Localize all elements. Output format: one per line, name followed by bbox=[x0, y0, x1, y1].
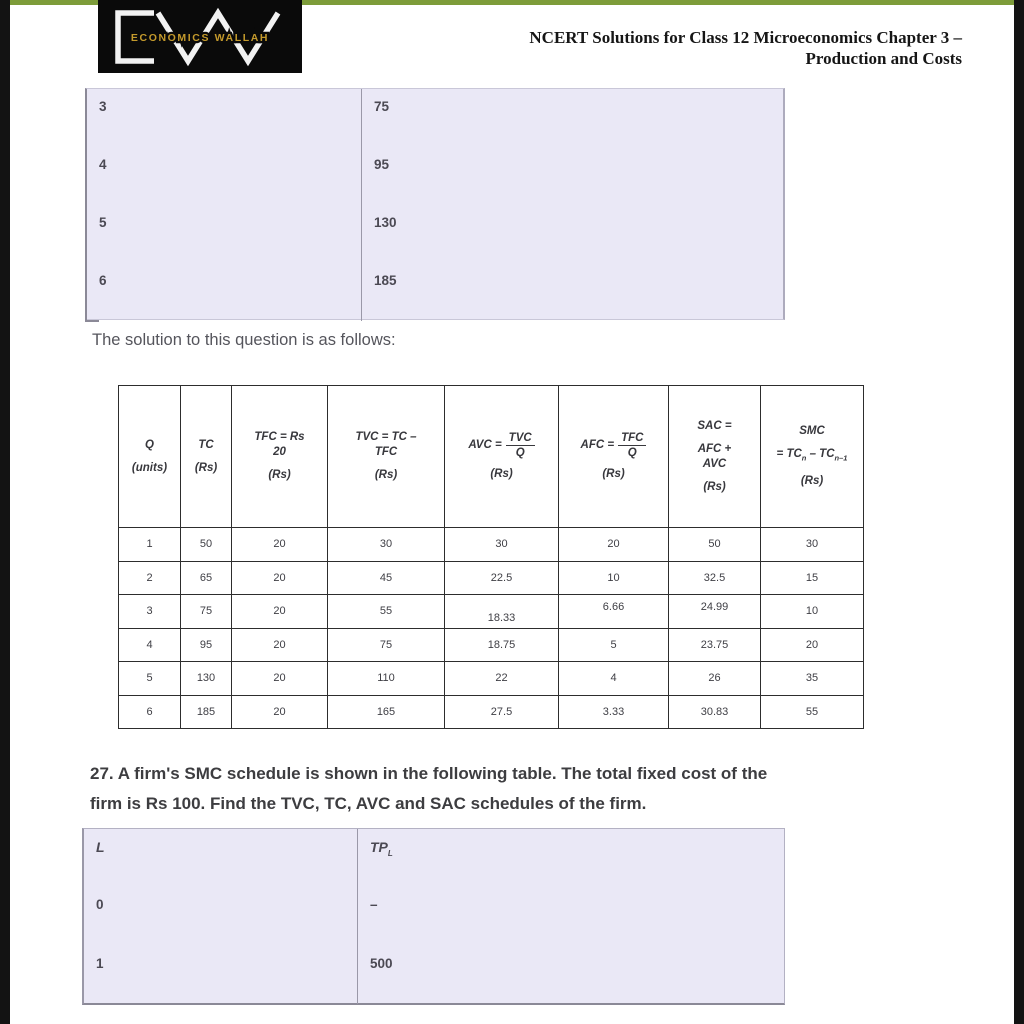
column-header bbox=[559, 386, 669, 528]
numerator: TVC bbox=[506, 432, 535, 446]
cell-value: 55 bbox=[805, 705, 819, 718]
header-block bbox=[330, 430, 442, 460]
header-line: SMC bbox=[799, 425, 825, 438]
table-cell bbox=[328, 662, 445, 696]
table-cell bbox=[669, 528, 761, 562]
table-row bbox=[84, 887, 784, 945]
table-cell bbox=[232, 662, 328, 696]
cell-value: 55 bbox=[379, 605, 393, 618]
header-line: AFC + bbox=[697, 442, 732, 455]
cell-value: 6.66 bbox=[602, 601, 625, 614]
table-row bbox=[87, 205, 783, 263]
cell-value: 75 bbox=[199, 605, 213, 618]
cell-value: 5 bbox=[146, 672, 153, 685]
header-line: 20 bbox=[273, 446, 286, 458]
cost-schedule-table bbox=[118, 385, 864, 729]
table-cell bbox=[119, 561, 181, 595]
subscript: n bbox=[801, 453, 807, 463]
table-cell bbox=[559, 695, 669, 729]
cell-value: 20 bbox=[805, 638, 819, 651]
header-line: Q bbox=[145, 438, 154, 451]
table-cell bbox=[559, 662, 669, 696]
header-block bbox=[183, 461, 229, 476]
header-block bbox=[234, 468, 325, 483]
header-block bbox=[234, 430, 325, 460]
smc-schedule-table bbox=[82, 828, 785, 1005]
header-line: (Rs) bbox=[602, 467, 625, 480]
cell-value: 2 bbox=[146, 571, 153, 584]
column-header bbox=[232, 386, 328, 528]
table-row bbox=[84, 829, 784, 887]
question-data-table bbox=[85, 88, 785, 320]
table-cell bbox=[445, 695, 559, 729]
cell-value: 4 bbox=[146, 638, 153, 651]
cell-value: 20 bbox=[273, 672, 286, 685]
question-27-text bbox=[90, 759, 920, 818]
cell-value: 95 bbox=[199, 638, 213, 651]
table-cell: 4 bbox=[87, 147, 362, 205]
column-header bbox=[445, 386, 559, 528]
table-cell: 75 bbox=[374, 99, 390, 114]
header-block bbox=[330, 468, 442, 483]
cell-value: 20 bbox=[273, 571, 286, 584]
header-line: (Rs) bbox=[490, 467, 513, 480]
table-cell bbox=[181, 662, 232, 696]
cell-value: 20 bbox=[273, 705, 286, 718]
cell-value: 3.33 bbox=[602, 705, 625, 718]
cell-value: 5 bbox=[610, 638, 617, 651]
cell-value: 30 bbox=[379, 538, 393, 551]
denominator: Q bbox=[627, 446, 637, 459]
cell-value: 50 bbox=[199, 538, 213, 551]
cell-value: 15 bbox=[805, 571, 819, 584]
cell-value: 10 bbox=[805, 605, 819, 618]
table-cell: $TP_L$ bbox=[370, 839, 393, 858]
table-cell bbox=[181, 595, 232, 629]
column-header bbox=[761, 386, 864, 528]
formula: = $TC_n - TC_{n-1}$ bbox=[776, 448, 848, 463]
table-cell bbox=[328, 595, 445, 629]
table-cell: 0 bbox=[84, 887, 358, 945]
table-row bbox=[87, 147, 783, 205]
denominator: Q bbox=[515, 446, 525, 459]
document-page bbox=[10, 0, 1014, 1024]
cell-value: 35 bbox=[805, 672, 819, 685]
table-cell bbox=[669, 595, 761, 629]
header-line: (Rs) bbox=[268, 469, 291, 481]
cell-value: 45 bbox=[379, 571, 393, 584]
cost-table-body bbox=[119, 528, 864, 729]
table-row bbox=[119, 628, 864, 662]
question-27-line1: 27. A firm's SMC schedule is shown in the following table. The total fixed cost of the bbox=[90, 764, 768, 783]
header-block bbox=[671, 480, 758, 495]
cell-value: 20 bbox=[273, 538, 286, 551]
table-cell bbox=[445, 662, 559, 696]
cell-value: 185 bbox=[196, 705, 216, 718]
table-cell bbox=[669, 695, 761, 729]
header-block bbox=[763, 424, 861, 439]
cell-value: 1 bbox=[146, 538, 153, 551]
table-cell bbox=[559, 595, 669, 629]
table-row bbox=[119, 595, 864, 629]
subscript: n–1 bbox=[834, 453, 848, 463]
formula bbox=[561, 432, 666, 459]
cell-value: 3 bbox=[146, 605, 153, 618]
table-cell bbox=[328, 695, 445, 729]
fraction bbox=[506, 432, 535, 459]
table-cell bbox=[232, 528, 328, 562]
table-row bbox=[119, 561, 864, 595]
header-block bbox=[671, 419, 758, 434]
cell-value: 23.75 bbox=[700, 638, 729, 651]
table-row bbox=[119, 662, 864, 696]
table-cell: 6 bbox=[87, 263, 362, 321]
formula-prefix: AVC = bbox=[468, 438, 502, 451]
cell-value: 65 bbox=[199, 571, 213, 584]
table-cell bbox=[761, 628, 864, 662]
table-cell bbox=[328, 628, 445, 662]
header-block bbox=[561, 467, 666, 482]
header-line: TVC = TC – bbox=[355, 431, 417, 443]
economics-wallah-logo bbox=[98, 0, 302, 73]
table-cell bbox=[559, 528, 669, 562]
table-cell bbox=[761, 528, 864, 562]
table-cell bbox=[669, 628, 761, 662]
table-cell: 5 bbox=[87, 205, 362, 263]
cell-value: 30 bbox=[495, 538, 508, 551]
header-row bbox=[119, 386, 864, 528]
page-title-line2: Production and Costs bbox=[805, 49, 962, 68]
cell-value: 20 bbox=[273, 605, 286, 618]
table-cell: – bbox=[370, 897, 378, 913]
table-cell bbox=[761, 662, 864, 696]
cell-value: 50 bbox=[708, 538, 721, 551]
table-cell bbox=[181, 695, 232, 729]
table-row bbox=[87, 263, 783, 321]
table-cell bbox=[119, 595, 181, 629]
table-row bbox=[119, 528, 864, 562]
cell-value: 165 bbox=[376, 705, 396, 718]
cell-value: 22.5 bbox=[490, 571, 513, 584]
table-cell bbox=[232, 695, 328, 729]
header-line: (Rs) bbox=[703, 480, 726, 493]
table-cell: 185 bbox=[374, 273, 397, 288]
table-cell bbox=[761, 561, 864, 595]
table-cell bbox=[445, 528, 559, 562]
cell-value: 20 bbox=[607, 538, 620, 551]
column-header bbox=[328, 386, 445, 528]
table-cell: L bbox=[84, 829, 358, 887]
header-line: AVC bbox=[702, 457, 727, 470]
table-cell bbox=[181, 528, 232, 562]
column-header bbox=[181, 386, 232, 528]
header-line: TFC bbox=[374, 446, 398, 458]
cell-value: 24.99 bbox=[700, 601, 729, 614]
table-cell bbox=[119, 662, 181, 696]
cell-value: 4 bbox=[610, 672, 617, 685]
cell-value: 27.5 bbox=[490, 705, 513, 718]
fraction bbox=[618, 432, 646, 459]
cell-value: 130 bbox=[196, 672, 216, 685]
numerator: TFC bbox=[618, 432, 646, 446]
table-cell bbox=[445, 628, 559, 662]
table-cell bbox=[181, 628, 232, 662]
logo-brand-text: ECONOMICS WALLAH bbox=[130, 32, 270, 44]
table-cell bbox=[445, 561, 559, 595]
column-header bbox=[119, 386, 181, 528]
table-cell bbox=[119, 695, 181, 729]
table-cell bbox=[232, 561, 328, 595]
cell-value: 30 bbox=[805, 538, 819, 551]
cell-value: 10 bbox=[607, 571, 620, 584]
cell-value: 75 bbox=[379, 638, 393, 651]
table-cell bbox=[761, 695, 864, 729]
table-cell bbox=[669, 662, 761, 696]
page-title bbox=[322, 27, 962, 69]
header-line: (Rs) bbox=[800, 474, 824, 487]
header-block bbox=[121, 438, 178, 453]
header-block bbox=[763, 447, 861, 465]
table-cell: 3 bbox=[87, 89, 362, 147]
table-cell bbox=[232, 595, 328, 629]
header-block bbox=[447, 432, 556, 459]
cell-value: 26 bbox=[708, 672, 721, 685]
header-line: (Rs) bbox=[194, 461, 218, 474]
table-cell: 1 bbox=[84, 946, 358, 1004]
cell-value: 30.83 bbox=[700, 705, 729, 718]
header-block bbox=[763, 474, 861, 489]
formula bbox=[447, 432, 556, 459]
header-line: SAC = bbox=[697, 419, 732, 432]
cost-schedule-table-wrap bbox=[118, 385, 864, 729]
subscript: L bbox=[387, 848, 393, 858]
table-cell bbox=[761, 595, 864, 629]
table-cell bbox=[328, 561, 445, 595]
logo-graphic bbox=[98, 0, 302, 73]
header-block bbox=[561, 432, 666, 459]
header-block bbox=[121, 461, 178, 476]
question-27-line2: firm is Rs 100. Find the TVC, TC, AVC and SAC schedules of the firm. bbox=[90, 793, 647, 813]
cost-table-header bbox=[119, 386, 864, 528]
header-line: TC bbox=[198, 438, 214, 451]
table-cell bbox=[119, 528, 181, 562]
table-cell: 130 bbox=[374, 215, 397, 230]
solution-intro-text: The solution to this question is as follows: bbox=[92, 331, 396, 349]
header-line: TFC = Rs bbox=[254, 431, 305, 443]
cell-value: 18.75 bbox=[487, 638, 516, 651]
column-header bbox=[669, 386, 761, 528]
header-block bbox=[671, 442, 758, 472]
cell-value: 110 bbox=[377, 672, 395, 685]
table-row bbox=[84, 946, 784, 1004]
table-cell bbox=[181, 561, 232, 595]
header-line: (Rs) bbox=[374, 469, 398, 481]
table-cell bbox=[669, 561, 761, 595]
table-cell bbox=[232, 628, 328, 662]
cell-value: 20 bbox=[273, 638, 286, 651]
table-row bbox=[119, 695, 864, 729]
header-block bbox=[447, 467, 556, 482]
formula-prefix: AFC = bbox=[580, 438, 615, 451]
table-cell: 95 bbox=[374, 157, 390, 172]
cell-value: 18.33 bbox=[487, 612, 516, 625]
header-block bbox=[183, 438, 229, 453]
table-cell bbox=[445, 595, 559, 629]
table-cell bbox=[328, 528, 445, 562]
cell-value: 22 bbox=[495, 672, 508, 685]
table-cell bbox=[559, 628, 669, 662]
table-cell: 500 bbox=[370, 955, 393, 971]
table-cell bbox=[559, 561, 669, 595]
table-cell bbox=[119, 628, 181, 662]
table-row bbox=[87, 89, 783, 147]
header-line: (units) bbox=[131, 461, 168, 474]
page-title-line1: NCERT Solutions for Class 12 Microeconomics Chapter 3 – bbox=[529, 28, 962, 47]
cell-value: 32.5 bbox=[703, 571, 726, 584]
cell-value: 6 bbox=[146, 705, 153, 718]
